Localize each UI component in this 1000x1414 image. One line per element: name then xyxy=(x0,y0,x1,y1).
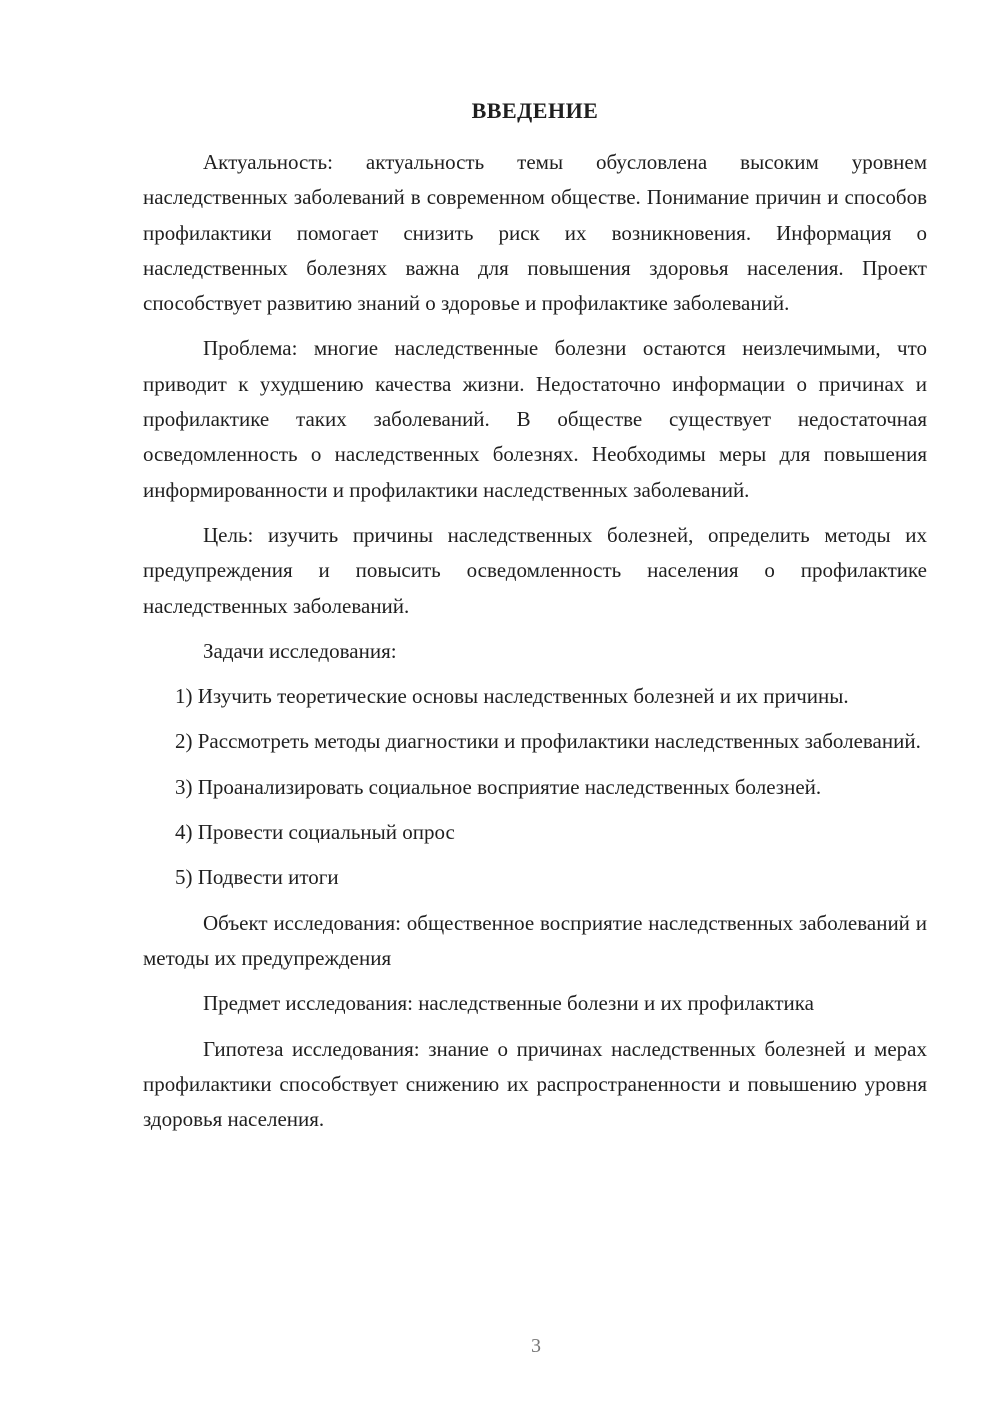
tasks-heading: Задачи исследования: xyxy=(203,638,397,663)
page-number: 3 xyxy=(531,1335,541,1357)
object-paragraph: Объект исследования: общественное восприятие наследственных заболеваний и методы их предупреждения xyxy=(143,910,927,970)
hypothesis-paragraph: Гипотеза исследования: знание о причинах наследственных болезней и мерах профилактики способствует снижению их распространенности и повышению уровня здоровья населения. xyxy=(143,1036,927,1132)
task-item-5: 5) Подвести итоги xyxy=(175,865,339,890)
task-item-2: 2) Рассмотреть методы диагностики и профилактики наследственных заболеваний. xyxy=(175,729,921,754)
task-item-1: 1) Изучить теоретические основы наследственных болезней и их причины. xyxy=(175,684,849,709)
task-item-4: 4) Провести социальный опрос xyxy=(175,820,455,845)
relevance-paragraph: Актуальность: актуальность темы обусловлена высоким уровнем наследственных заболеваний в современном обществе. Понимание причин и способов профилактики помогает снизить риск их возникновения. Информация о наследственных болезнях важна для повышения здоровья населения. Проект способствует развитию знаний о здоровье и профилактике заболеваний. xyxy=(143,150,927,316)
problem-paragraph: Проблема: многие наследственные болезни остаются неизлечимыми, что приводит к ухудшению качества жизни. Недостаточно информации о причинах и профилактике таких заболеваний. В обществе существует недостаточная осведомленность о наследственных болезнях. Необходимы меры для повышения информированности и профилактики наследственных заболеваний. xyxy=(143,336,927,502)
page-title: ВВЕДЕНИЕ xyxy=(471,98,599,123)
subject-paragraph: Предмет исследования: наследственные болезни и их профилактика xyxy=(203,991,814,1016)
goal-paragraph: Цель: изучить причины наследственных болезней, определить методы их предупреждения и повысить осведомленность населения о профилактике наследственных заболеваний. xyxy=(143,522,927,618)
document-page xyxy=(143,92,927,1147)
task-item-3: 3) Проанализировать социальное восприятие наследственных болезней. xyxy=(175,774,822,799)
